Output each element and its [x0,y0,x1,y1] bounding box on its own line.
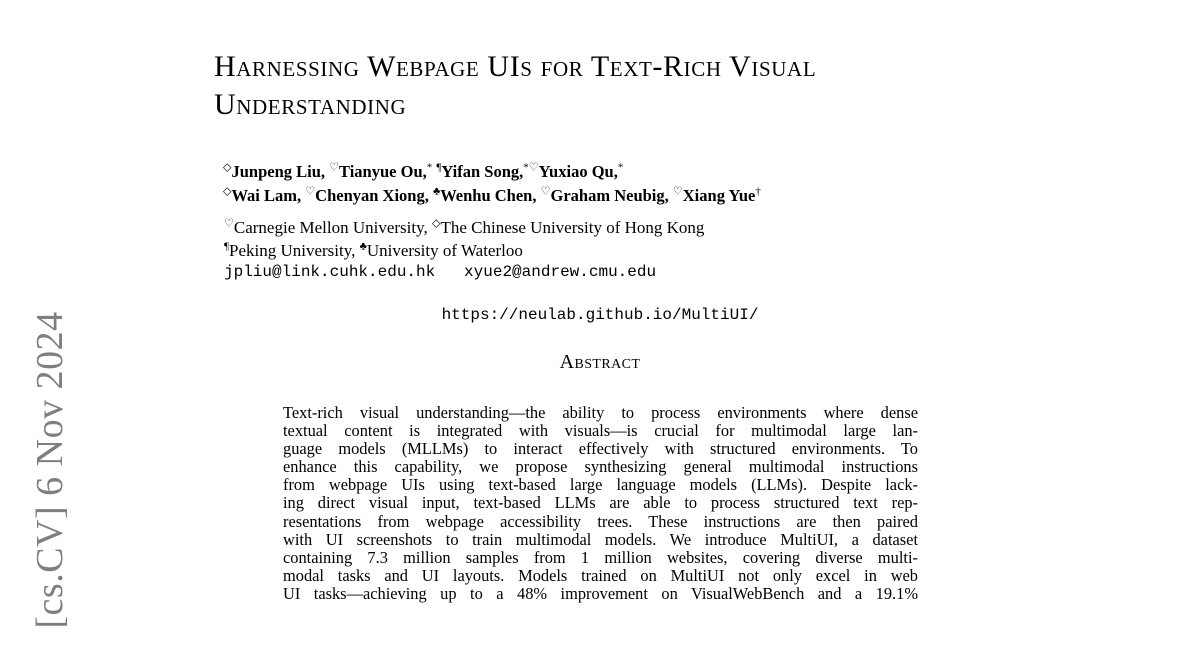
author-note-mark: * [617,161,624,174]
author-name: Wenhu Chen, [440,186,537,205]
author-name: Tianyue Ou, [339,162,427,181]
affiliation-line-1 [224,216,1024,239]
author-name: Graham Neubig, [550,186,669,205]
abstract-line: from webpage UIs using text-based large language models (LLMs). Despite lack- [283,475,918,495]
author-line-1 [223,160,1023,184]
author-name: Xiang Yue [682,186,756,205]
project-url-link[interactable]: https://neulab.github.io/MultiUI/ [441,306,759,324]
title-line-1: Harnessing Webpage UIs for Text-Rich Visual [214,50,817,83]
author-affiliation-mark: ♡ [305,185,316,198]
author-affiliation-mark: ♡ [329,161,340,174]
affiliation-name: The Chinese University of Hong Kong [440,218,705,237]
affiliation-name: Peking University, [228,241,360,260]
abstract-line: Text-rich visual understanding—the ability to process environments where dense [283,403,918,422]
affiliation-name: University of Waterloo [366,241,523,260]
affiliation-mark: ¶ [224,240,229,253]
author-affiliation-mark: ¶ [436,161,442,174]
author-name: Yuxiao Qu, [538,162,618,181]
author-name: Yifan Song, [441,162,524,181]
abstract-line: ing direct visual input, text-based LLMs are able to process structured text rep- [283,493,918,513]
abstract-line: containing 7.3 million samples from 1 million websites, covering diverse multi- [283,547,918,567]
author-name: Wai Lam, [231,186,302,205]
affiliation-name: Carnegie Mellon University, [233,218,433,237]
abstract-line: enhance this capability, we propose synthesizing general multimodal instructions [283,457,918,477]
abstract-heading: Abstract [559,351,641,373]
author-affiliation-mark: ♣ [432,185,441,198]
abstract-line: resentations from webpage accessibility trees. These instructions are then paired [283,511,918,531]
author-note-mark: * [426,161,433,174]
affiliation-line-2 [224,239,1024,262]
author-affiliation-mark: ♡ [672,185,683,198]
author-note-mark: † [755,185,761,198]
author-name: Chenyan Xiong, [315,186,429,205]
affiliation-block [224,216,1024,262]
author-name: Junpeng Liu, [231,162,326,181]
author-list [223,160,1023,208]
abstract-line: guage models (MLLMs) to interact effectively with structured environments. To [283,439,918,459]
arxiv-identifier-stamp: [cs.CV] 6 Nov 2024 [29,311,71,629]
abstract-line: textual content is integrated with visuals—is crucial for multimodal large lan- [283,421,918,441]
abstract-line: UI tasks—achieving up to a 48% improvement on VisualWebBench and a 19.1% [283,583,918,603]
author-line-2 [223,184,1023,208]
author-affiliation-mark: ◇ [223,161,232,174]
email-address[interactable]: jpliu@link.cuhk.edu.hk [224,263,436,281]
title-line-2: Understanding [214,88,407,121]
abstract-line: modal tasks and UI layouts. Models trained on MultiUI not only excel in web [283,565,918,585]
author-note-mark: *♡ [523,161,539,174]
affiliation-mark: ◇ [432,217,441,230]
author-affiliation-mark: ♡ [540,185,551,198]
abstract-line: with UI screenshots to train multimodal models. We introduce MultiUI, a dataset [283,529,918,549]
contact-emails [224,262,656,282]
email-address[interactable]: xyue2@andrew.cmu.edu [464,263,657,281]
abstract-body [283,404,918,603]
affiliation-mark: ♣ [359,240,367,253]
paper-title [214,48,1014,124]
affiliation-mark: ♡ [224,217,234,230]
author-affiliation-mark: ◇ [223,185,232,198]
